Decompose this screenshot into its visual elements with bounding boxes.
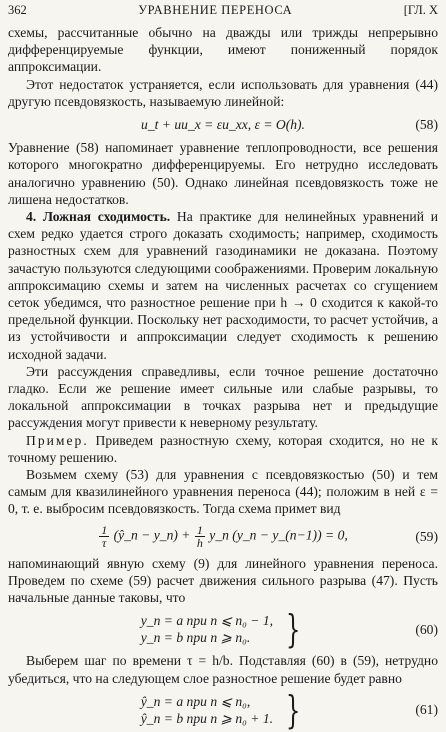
equation-60-system: y_n = a при n ⩽ n₀ − 1, y_n = b при n ⩾ n₀. [140, 613, 274, 646]
section-heading: 4. Ложная сходимость. [26, 209, 171, 225]
equation-59 [8, 524, 438, 549]
paragraph-9: Выберем шаг по времени τ = h/b. Подставляя (60) в (59), нетрудно убедиться, что на следующем слое разностное решение будет равно [8, 653, 438, 686]
equation-59-formula: $\frac{1}{\tau}$ (ŷ_n − y_n) + $\frac{1}{h}$ y_n (y_n − y_(n−1)) = 0, [101, 522, 348, 550]
chapter-label: [ГЛ. X [403, 3, 438, 17]
paragraph-7: Возьмем схему (53) для уравнения с псевдовязкостью (50) и тем самым для квазилинейного уравнения переноса (44); положим в ней ε = 0, т. е. выбросим псевдовязкость. Тогда схема примет вид [8, 467, 438, 517]
equation-60 [8, 607, 438, 652]
equation-58-number: (58) [415, 117, 438, 133]
paragraph-6-body: Приведем разностную схему, которая сходится, но не к точному решению. [8, 432, 438, 465]
right-brace-icon: } [285, 607, 301, 652]
equation-59-number: (59) [415, 528, 438, 544]
paragraph-8: напоминающий явную схему (9) для линейного уравнения переноса. Проведем по схеме (59) расчет движения сильного разрыва (47). Пусть начальные данные таковы, что [8, 555, 438, 606]
running-title: УРАВНЕНИЕ ПЕРЕНОСА [138, 3, 293, 17]
equation-58-formula: u_t + uu_x = εu_xx, ε = O(h). [141, 117, 305, 133]
example-label: Пример. [26, 432, 89, 448]
running-header [8, 0, 438, 24]
fraction-one-over-tau: $\frac{1}{\tau}$ [101, 522, 108, 550]
paragraph-2: Этот недостаток устраняется, если использовать для уравнения (44) другую псевдовязкость, называемую линейной: [8, 76, 438, 109]
equation-61-system: ŷ_n = a при n ⩽ n₀, ŷ_n = b при n ⩾ n₀ + 1. [140, 693, 274, 726]
equation-60-number: (60) [415, 621, 438, 637]
fraction-one-over-h: $\frac{1}{h}$ [196, 522, 203, 550]
paragraph-6 [8, 432, 438, 466]
paragraph-4-body: На практике для нелинейных уравнений и схем редко удается строго доказать сходимость; например, сходимость разностных схем для уравнений газодинамики не доказана. Поэтому зачастую пользуются следующими соображениями. Проверим локальную аппроксимацию схемы и затем на численных расчетах со сгущением сеток убедимся, что разностное решение при h → 0 сходится к какой-то предельной функции. Поскольку нет расходимости, то расчет устойчив, а из устойчивости и аппроксимации следует сходимость к решению исходной задачи. [8, 209, 438, 362]
paragraph-3: Уравнение (58) напоминает уравнение теплопроводности, все решения которого многократно дифференцируемы. Его нетрудно исследовать аналогично уравнению (50). Однако линейная псевдовязкость тоже не лишена недостатков. [8, 140, 438, 207]
equation-58 [8, 116, 438, 133]
paragraph-4 [8, 208, 438, 363]
equation-61-number: (61) [415, 702, 438, 718]
right-brace-icon: } [285, 687, 301, 732]
paragraph-5: Эти рассуждения справедливы, если точное решение достаточно гладко. Если же решение имеет сильные или слабые разрывы, то локальной аппроксимации в точках разрыва нет и предыдущие рассуждения могут привести к неверному результату. [8, 363, 438, 431]
paragraph-1: схемы, рассчитанные обычно на дважды или трижды непрерывно дифференцируемые функции, имеют пониженный порядок аппроксимации. [8, 25, 438, 75]
equation-61 [8, 687, 438, 732]
page-number: 362 [8, 3, 27, 17]
